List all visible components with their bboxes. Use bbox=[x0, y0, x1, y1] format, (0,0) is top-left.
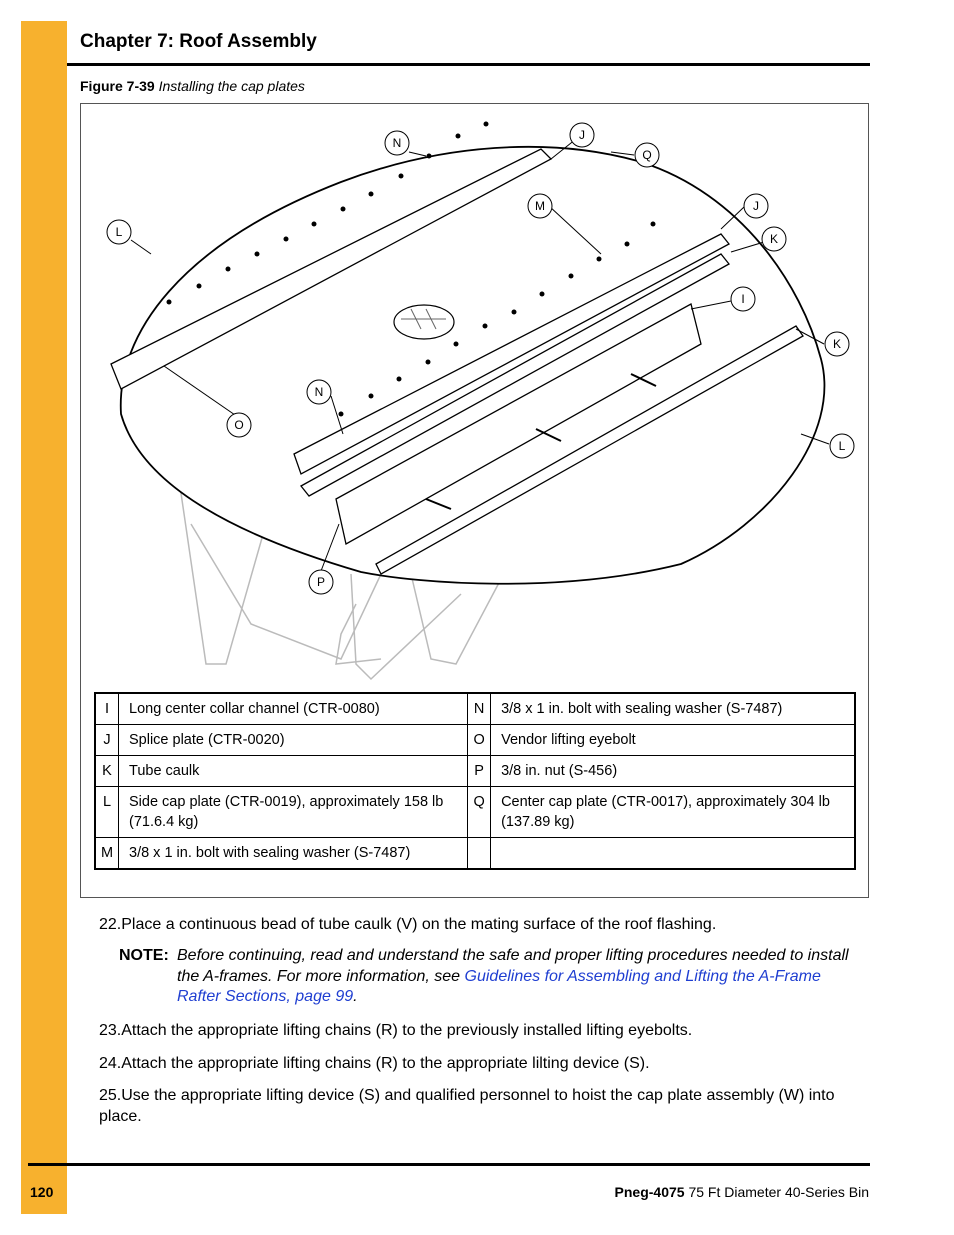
svg-text:L: L bbox=[115, 225, 123, 239]
svg-text:P: P bbox=[316, 575, 326, 589]
guidelines-link[interactable]: Guidelines for Assembling and Lifting the A-Frame Rafter Sections, page 99 bbox=[177, 967, 821, 1005]
svg-text:N: N bbox=[314, 385, 324, 399]
part-code: K bbox=[95, 756, 119, 787]
part-description: Center cap plate (CTR-0017), approximately 304 lb (137.89 kg) bbox=[491, 787, 855, 838]
part-description: Splice plate (CTR-0020) bbox=[119, 725, 468, 756]
part-description: Vendor lifting eyebolt bbox=[491, 725, 855, 756]
svg-text:K: K bbox=[769, 232, 779, 246]
callout-p bbox=[309, 570, 333, 594]
header-rule bbox=[67, 63, 870, 66]
a-frame-leg-center bbox=[351, 574, 461, 679]
cap-plate-drawing bbox=[81, 104, 868, 694]
table-row bbox=[95, 838, 855, 870]
svg-text:Q: Q bbox=[642, 148, 652, 162]
part-code: M bbox=[95, 838, 119, 870]
step-22: 22.Place a continuous bead of tube caulk (V) on the mating surface of the roof flashing. bbox=[99, 916, 717, 933]
callout-m bbox=[528, 194, 552, 218]
roof-center-opening bbox=[394, 305, 454, 339]
footer-rule bbox=[28, 1163, 870, 1166]
callout-o bbox=[227, 413, 251, 437]
chapter-title: Chapter 7: Roof Assembly bbox=[80, 31, 317, 52]
step-25: 25.Use the appropriate lifting device (S) and qualified personnel to hoist the cap plate assembly (W) into place. bbox=[99, 1087, 835, 1125]
callout-k-bottom bbox=[825, 332, 849, 356]
callout-n-top bbox=[385, 131, 409, 155]
document-id bbox=[615, 1184, 869, 1200]
figure-frame bbox=[80, 103, 869, 898]
figure-caption bbox=[80, 78, 305, 94]
part-code: P bbox=[468, 756, 491, 787]
note-label: NOTE: bbox=[119, 947, 169, 964]
part-description: 3/8 x 1 in. bolt with sealing washer (S-7487) bbox=[491, 693, 855, 725]
part-code: J bbox=[95, 725, 119, 756]
note-body bbox=[177, 946, 859, 1008]
lifting-note bbox=[119, 946, 859, 1008]
callout-k-top bbox=[762, 227, 786, 251]
part-description: Tube caulk bbox=[119, 756, 468, 787]
table-row bbox=[95, 756, 855, 787]
callout-l-right bbox=[830, 434, 854, 458]
part-description: 3/8 x 1 in. bolt with sealing washer (S-7487) bbox=[119, 838, 468, 870]
part-description: Side cap plate (CTR-0019), approximately 158 lb (71.6.4 kg) bbox=[119, 787, 468, 838]
part-description: Long center collar channel (CTR-0080) bbox=[119, 693, 468, 725]
table-row bbox=[95, 787, 855, 838]
note-end: . bbox=[353, 988, 358, 1005]
document-title: 75 Ft Diameter 40-Series Bin bbox=[688, 1184, 869, 1200]
figure-number: Figure 7-39 bbox=[80, 78, 155, 94]
part-code bbox=[468, 838, 491, 870]
part-description bbox=[491, 838, 855, 870]
callout-n-left bbox=[307, 380, 331, 404]
svg-text:I: I bbox=[741, 292, 745, 306]
svg-text:K: K bbox=[832, 337, 842, 351]
svg-text:L: L bbox=[838, 439, 846, 453]
parts-legend-table bbox=[94, 692, 856, 870]
page-number: 120 bbox=[30, 1184, 54, 1200]
svg-text:J: J bbox=[579, 128, 585, 142]
part-code: O bbox=[468, 725, 491, 756]
step-24: 24.Attach the appropriate lifting chains (R) to the appropriate lilting device (S). bbox=[99, 1055, 650, 1072]
callout-i bbox=[731, 287, 755, 311]
step-23: 23.Attach the appropriate lifting chains (R) to the previously installed lifting eyebolts. bbox=[99, 1022, 693, 1039]
svg-text:M: M bbox=[535, 199, 545, 213]
callout-l-left bbox=[107, 220, 131, 244]
table-row bbox=[95, 725, 855, 756]
part-code: I bbox=[95, 693, 119, 725]
note-text: Before continuing, read and understand the safe and proper lifting procedures needed to install the A-frames. For more information, see bbox=[177, 947, 849, 985]
table-row bbox=[95, 693, 855, 725]
callout-q bbox=[635, 143, 659, 167]
part-description: 3/8 in. nut (S-456) bbox=[491, 756, 855, 787]
chapter-sidebar-bar bbox=[21, 21, 67, 1214]
svg-text:O: O bbox=[234, 418, 244, 432]
part-code: L bbox=[95, 787, 119, 838]
part-code: Q bbox=[468, 787, 491, 838]
a-frame-leg-right bbox=[411, 574, 501, 664]
svg-text:N: N bbox=[392, 136, 402, 150]
callout-j-top bbox=[570, 123, 594, 147]
callout-j-right bbox=[744, 194, 768, 218]
figure-caption-text: Installing the cap plates bbox=[158, 78, 305, 94]
svg-text:J: J bbox=[753, 199, 759, 213]
document-code: Pneg-4075 bbox=[614, 1184, 685, 1200]
part-code: N bbox=[468, 693, 491, 725]
